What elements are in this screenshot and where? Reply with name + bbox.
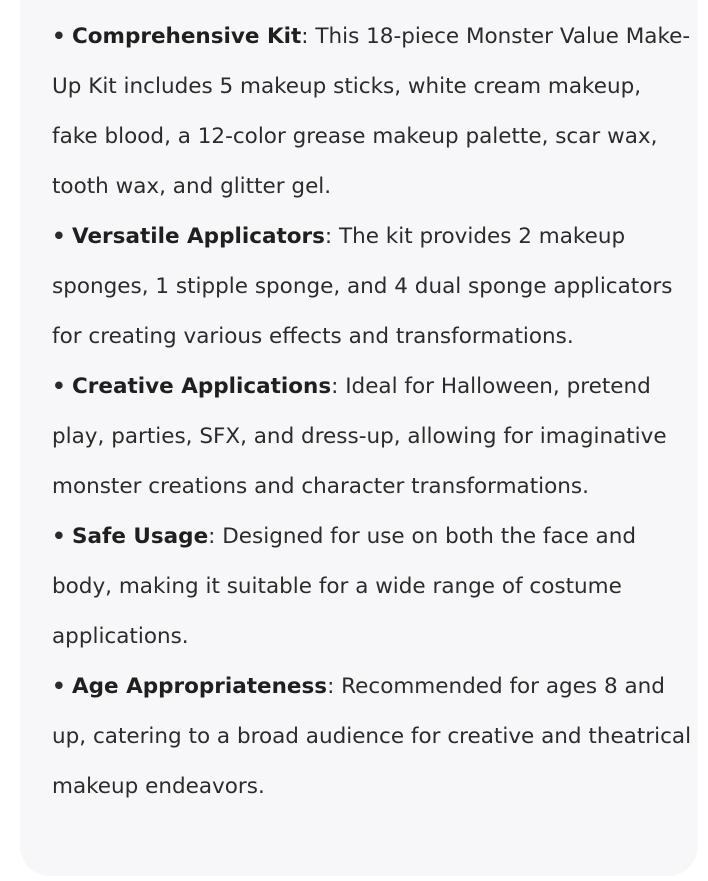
bullet-icon: • xyxy=(52,374,66,399)
feature-item xyxy=(52,512,692,662)
feature-list xyxy=(52,12,692,812)
feature-item xyxy=(52,362,692,512)
bullet-icon: • xyxy=(52,24,66,49)
feature-item xyxy=(52,12,692,212)
feature-term: Age Appropriateness xyxy=(72,674,328,699)
feature-term: Comprehensive Kit xyxy=(72,24,302,49)
bullet-icon: • xyxy=(52,524,66,549)
feature-description: : Ideal for Halloween, pretend play, parties, SFX, and dress-up, allowing for imaginative monster creations and character transformations. xyxy=(52,374,667,499)
feature-description: : Recommended for ages 8 and up, catering to a broad audience for creative and theatrical makeup endeavors. xyxy=(52,674,692,799)
feature-item xyxy=(52,212,692,362)
feature-term: Versatile Applicators xyxy=(72,224,325,249)
feature-term: Creative Applications xyxy=(72,374,332,399)
bullet-icon: • xyxy=(52,674,66,699)
feature-description: : The kit provides 2 makeup sponges, 1 stipple sponge, and 4 dual sponge applicators for creating various effects and transformations. xyxy=(52,224,673,349)
feature-description: : Designed for use on both the face and body, making it suitable for a wide range of costume applications. xyxy=(52,524,636,649)
feature-term: Safe Usage xyxy=(72,524,209,549)
feature-item xyxy=(52,662,692,812)
feature-description: : This 18-piece Monster Value Make-Up Kit includes 5 makeup sticks, white cream makeup, fake blood, a 12-color grease makeup palette, scar wax, tooth wax, and glitter gel. xyxy=(52,24,691,199)
bullet-icon: • xyxy=(52,224,66,249)
